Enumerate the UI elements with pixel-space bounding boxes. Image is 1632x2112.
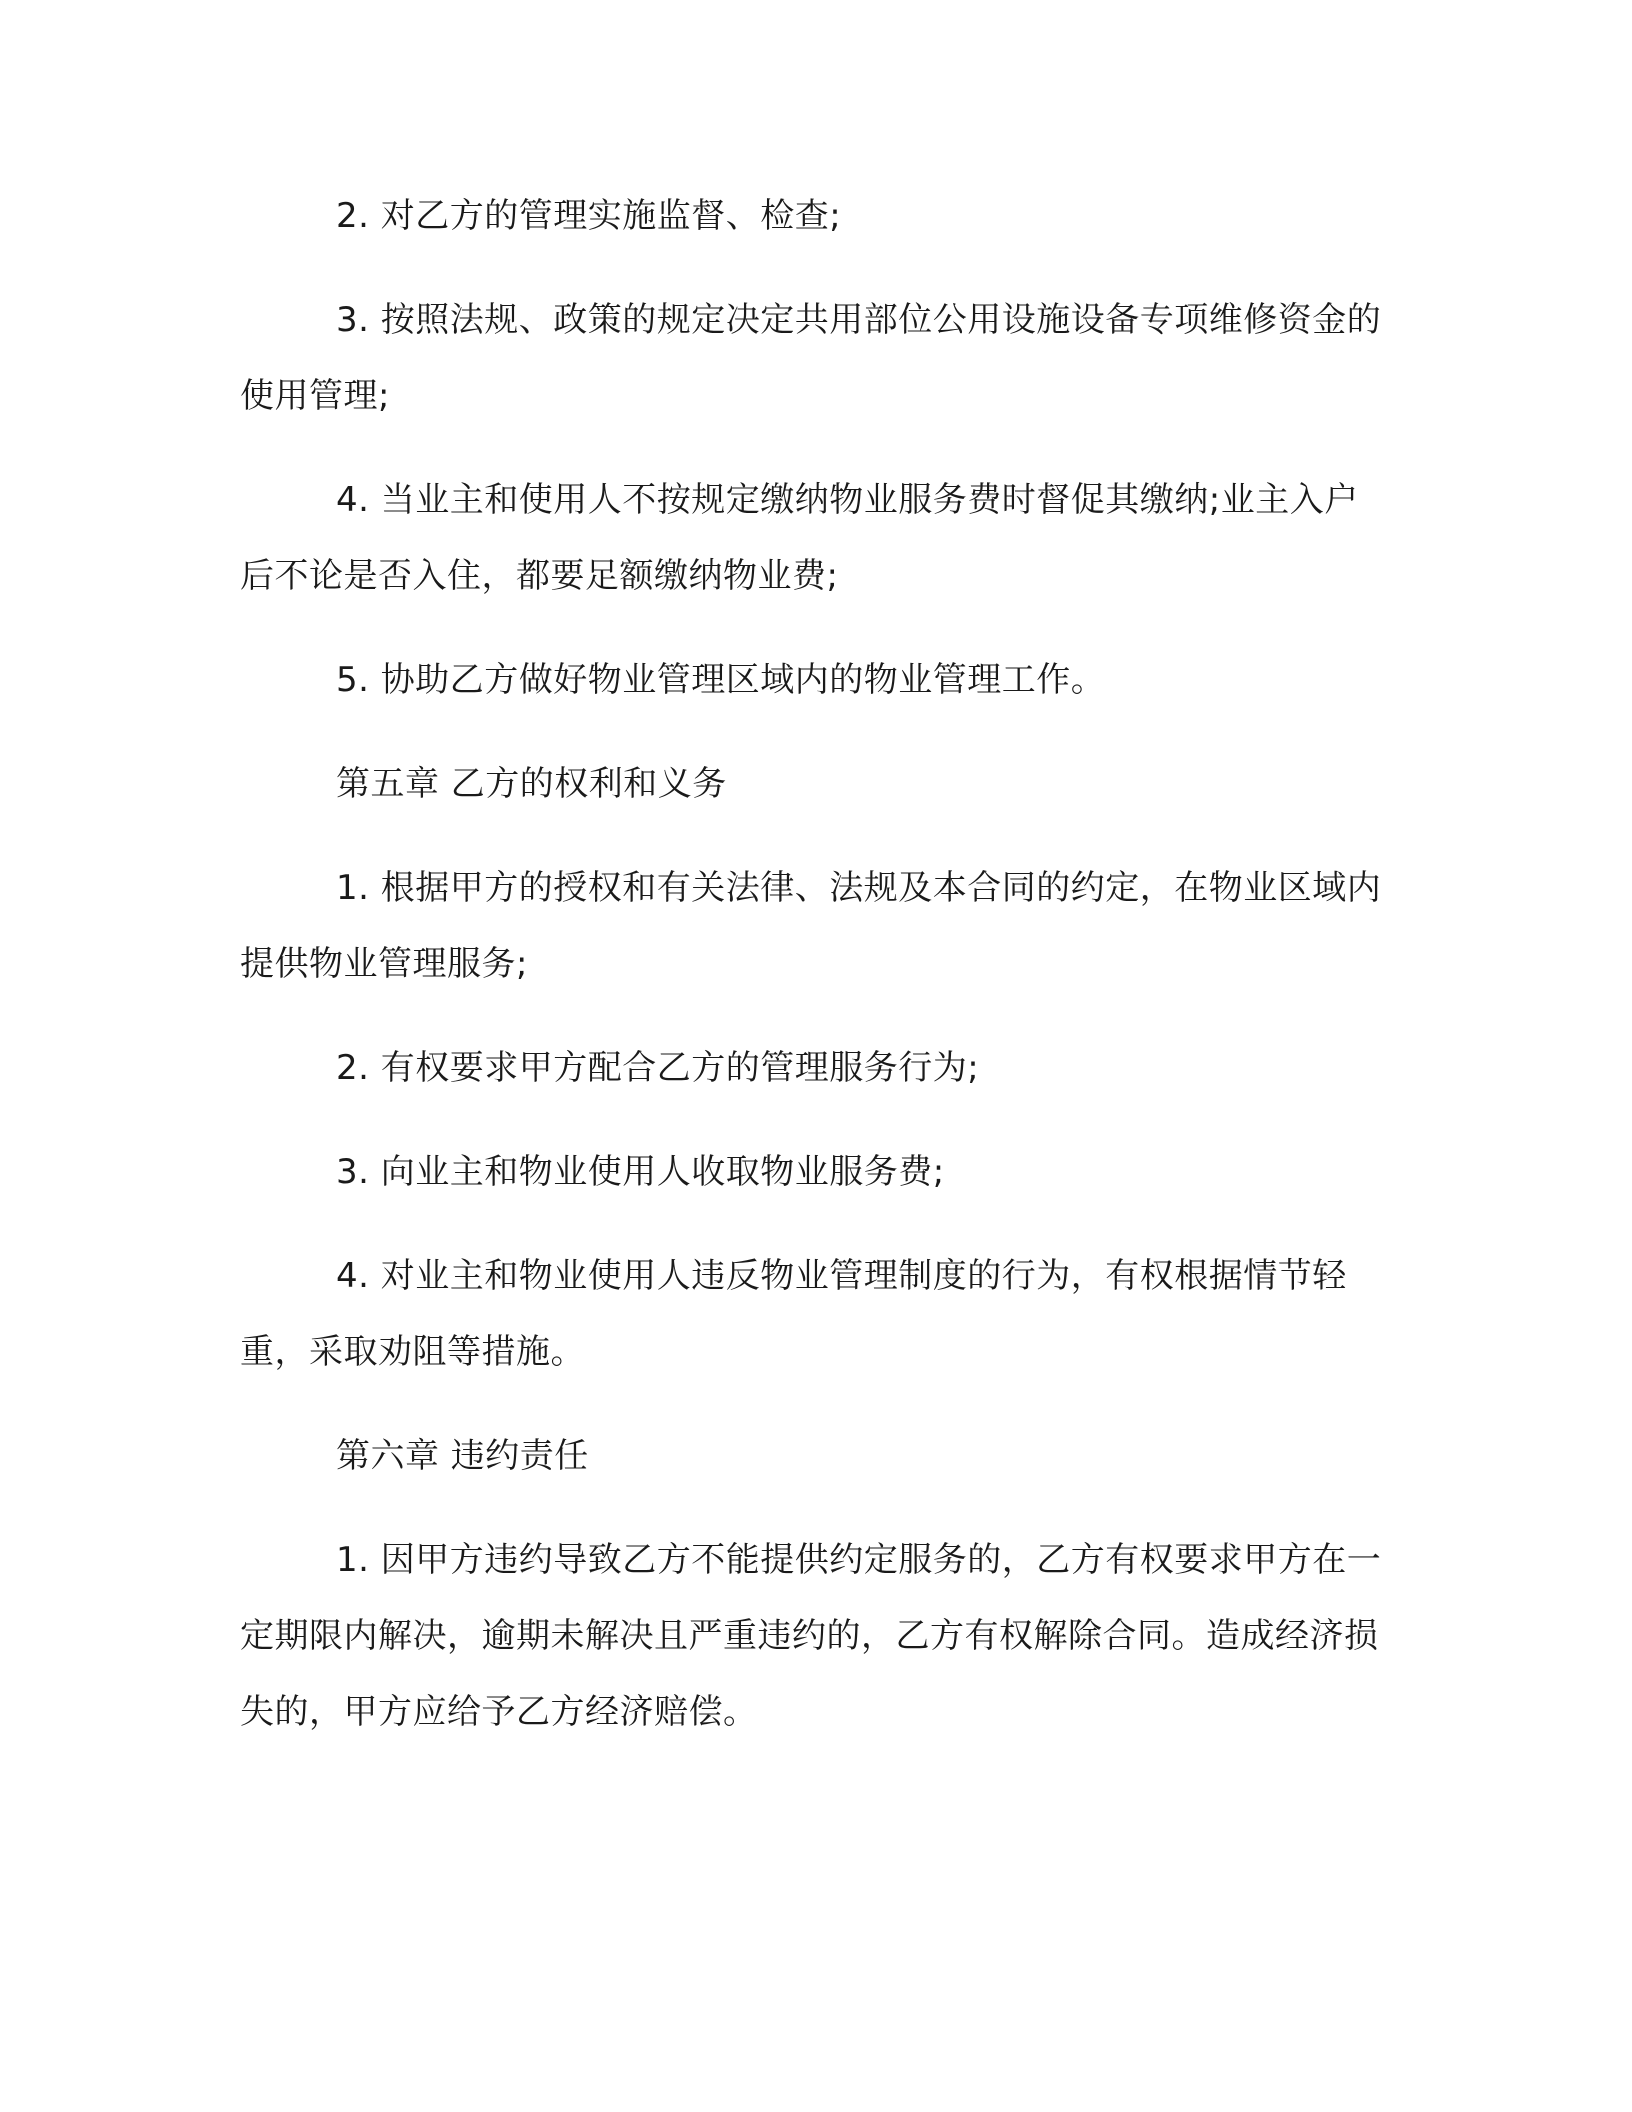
chapter-5-clause-2: 2. 有权要求甲方配合乙方的管理服务行为; bbox=[336, 1048, 980, 1088]
clause-5-assist: 5. 协助乙方做好物业管理区域内的物业管理工作。 bbox=[336, 660, 1106, 700]
chapter-5-clause-1: 1. 根据甲方的授权和有关法律、法规及本合同的约定，在物业区域内提供物业管理服务; bbox=[240, 868, 1382, 984]
chapter-5-clause-3: 3. 向业主和物业使用人收取物业服务费; bbox=[336, 1152, 945, 1192]
chapter-5-clause-4: 4. 对业主和物业使用人违反物业管理制度的行为，有权根据情节轻重，采取劝阻等措施。 bbox=[240, 1256, 1347, 1372]
clause-3-maintenance-fund: 3. 按照法规、政策的规定决定共用部位公用设施设备专项维修资金的使用管理; bbox=[240, 300, 1382, 416]
chapter-6-heading: 第六章 违约责任 bbox=[336, 1436, 589, 1476]
document-page bbox=[240, 178, 1386, 1778]
chapter-5-heading: 第五章 乙方的权利和义务 bbox=[336, 764, 727, 804]
chapter-6-clause-1: 1. 因甲方违约导致乙方不能提供约定服务的，乙方有权要求甲方在一定期限内解决，逾期未解决且严重违约的，乙方有权解除合同。造成经济损失的，甲方应给予乙方经济赔偿。 bbox=[240, 1540, 1382, 1732]
clause-2-supervise: 2. 对乙方的管理实施监督、检查; bbox=[336, 196, 842, 236]
clause-4-property-fee: 4. 当业主和使用人不按规定缴纳物业服务费时督促其缴纳;业主入户后不论是否入住，都要足额缴纳物业费; bbox=[240, 480, 1359, 596]
